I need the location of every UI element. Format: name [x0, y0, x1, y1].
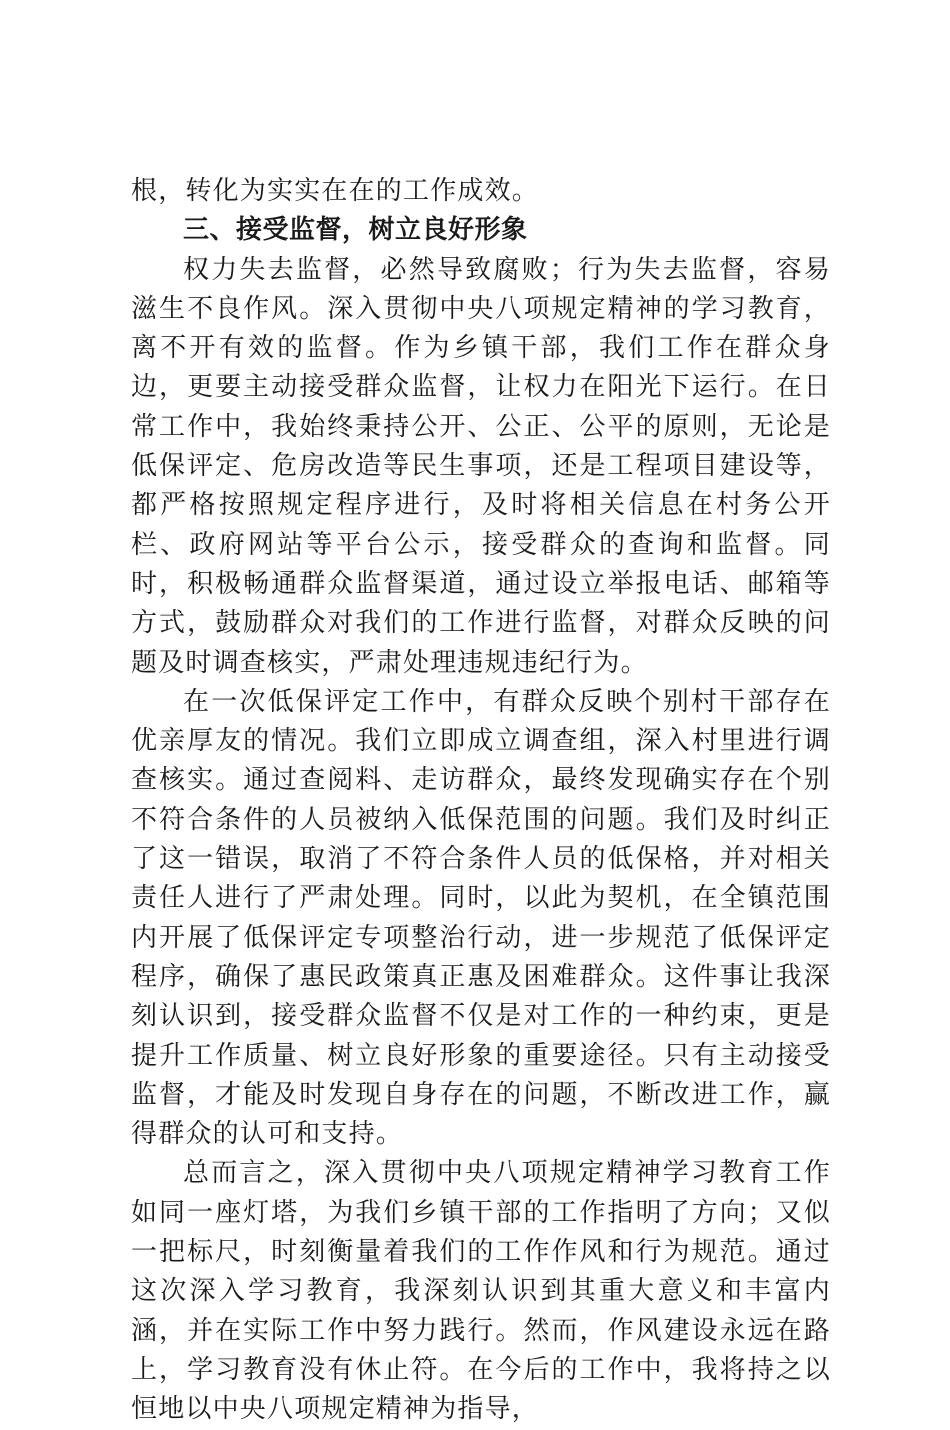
paragraph-supervision: 权力失去监督，必然导致腐败；行为失去监督，容易滋生不良作风。深入贯彻中央八项规定精神的学习教育，离不开有效的监督。作为乡镇干部，我们工作在群众身边，更要主动接受群众监督，让权力在阳光下运行。在日常工作中，我始终秉持公开、公正、公平的原则，无论是低保评定、危房改造等民生事项，还是工程项目建设等，都严格按照规定程序进行，及时将相关信息在村务公开栏、政府网站等平台公示，接受群众的查询和监督。同时，积极畅通群众监督渠道，通过设立举报电话、邮箱等方式，鼓励群众对我们的工作进行监督，对群众反映的问题及时调查核实，严肃处理违规违纪行为。 [131, 254, 831, 678]
document-body [131, 172, 831, 1430]
paragraph-case-example: 在一次低保评定工作中，有群众反映个别村干部存在优亲厚友的情况。我们立即成立调查组，深入村里进行调查核实。通过查阅料、走访群众，最终发现确实存在个别不符合条件的人员被纳入低保范围的问题。我们及时纠正了这一错误，取消了不符合条件人员的低保格，并对相关责任人进行了严肃处理。同时，以此为契机，在全镇范围内开展了低保评定专项整治行动，进一步规范了低保评定程序，确保了惠民政策真正惠及困难群众。这件事让我深刻认识到，接受群众监督不仅是对工作的一种约束，更是提升工作质量、树立良好形象的重要途径。只有主动接受监督，才能及时发现自身存在的问题，不断改进工作，赢得群众的认可和支持。 [131, 686, 831, 1150]
paragraph-conclusion: 总而言之，深入贯彻中央八项规定精神学习教育工作如同一座灯塔，为我们乡镇干部的工作指明了方向；又似一把标尺，时刻衡量着我们的工作作风和行为规范。通过这次深入学习教育，我深刻认识到其重大意义和丰富内涵，并在实际工作中努力践行。然而，作风建设永远在路上，学习教育没有休止符。在今后的工作中，我将持之以恒地以中央八项规定精神为指导， [131, 1158, 831, 1425]
intro-continuation: 根，转化为实实在在的工作成效。 [131, 176, 540, 206]
section-heading: 三、接受监督，树立良好形象 [183, 215, 528, 246]
